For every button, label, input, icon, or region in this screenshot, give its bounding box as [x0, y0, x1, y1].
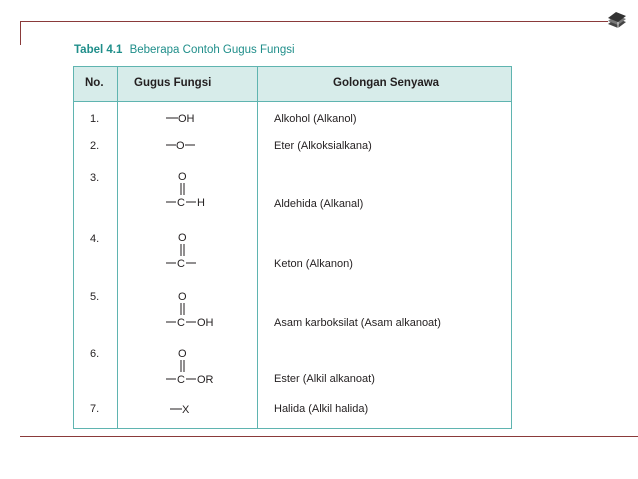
structure-aldehyde — [166, 171, 205, 209]
structure-ester — [166, 348, 214, 386]
formula-text: O — [178, 348, 187, 360]
functional-groups-table — [73, 66, 512, 429]
functional-group-structures — [118, 101, 257, 428]
formula-text: X — [182, 404, 190, 416]
header-compound-class: Golongan Senyawa — [333, 77, 440, 89]
caption-title: Beberapa Contoh Gugus Fungsi — [129, 44, 295, 56]
table-header — [74, 67, 511, 102]
row-number: 1. — [90, 113, 100, 125]
bottom-rule — [20, 436, 638, 437]
row-number: 6. — [90, 348, 100, 360]
formula-text: C — [177, 197, 185, 209]
row-number: 3. — [90, 172, 100, 184]
formula-text: C — [177, 258, 185, 270]
header-no: No. — [85, 77, 104, 89]
compound-class: Alkohol (Alkanol) — [274, 113, 357, 125]
compound-class: Eter (Alkoksialkana) — [274, 140, 372, 152]
formula-text: OH — [197, 317, 214, 329]
compound-class: Aldehida (Alkanal) — [274, 198, 364, 210]
row-number: 2. — [90, 140, 100, 152]
structure-hydroxyl — [166, 113, 195, 125]
formula-text: O — [178, 232, 187, 244]
book-stack-icon — [606, 10, 628, 32]
formula-text: C — [177, 317, 185, 329]
compound-class: Asam karboksilat (Asam alkanoat) — [274, 317, 441, 329]
top-rule — [20, 21, 608, 22]
caption-number: Tabel 4.1 — [74, 44, 123, 56]
table-caption — [74, 44, 295, 56]
compound-class: Halida (Alkil halida) — [274, 403, 369, 415]
row-number: 5. — [90, 291, 100, 303]
formula-text: OR — [197, 374, 214, 386]
formula-text: O — [176, 140, 185, 152]
compound-class: Keton (Alkanon) — [274, 258, 353, 270]
formula-text: O — [178, 171, 187, 183]
formula-text: C — [177, 374, 185, 386]
compound-class: Ester (Alkil alkanoat) — [274, 373, 375, 385]
formula-text: H — [197, 197, 205, 209]
structure-ether — [166, 140, 195, 152]
top-rule-tick — [20, 21, 21, 45]
header-functional-group: Gugus Fungsi — [134, 77, 212, 89]
column-divider — [257, 67, 258, 428]
structure-halide — [170, 404, 190, 416]
row-number: 4. — [90, 233, 100, 245]
structure-carboxylic-acid — [166, 291, 214, 329]
row-number: 7. — [90, 403, 100, 415]
structure-ketone — [166, 232, 196, 270]
formula-text: OH — [178, 113, 195, 125]
formula-text: O — [178, 291, 187, 303]
